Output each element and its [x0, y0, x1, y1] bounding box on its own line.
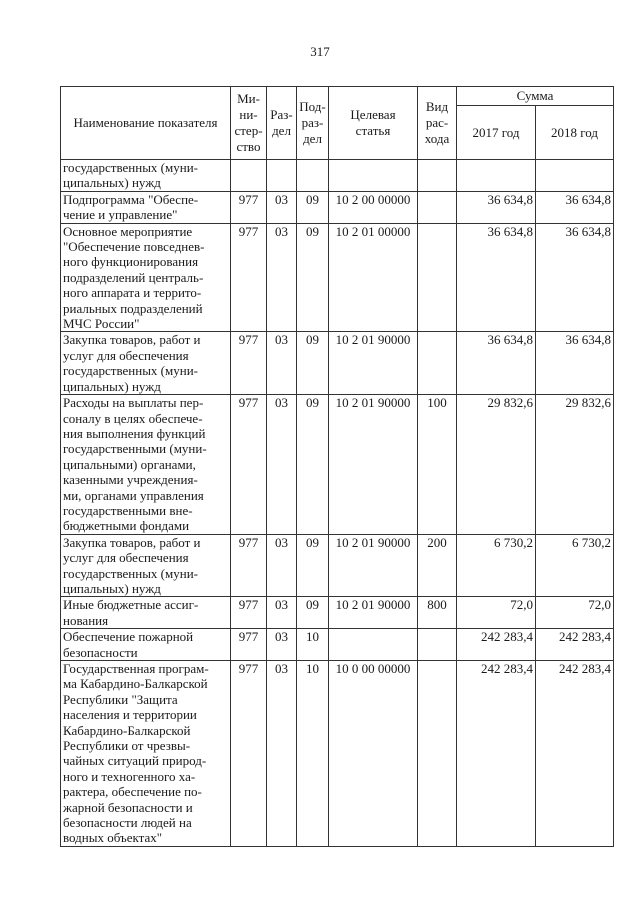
- row-sum-2017: 6 730,2: [457, 534, 536, 597]
- row-expense-type: [418, 661, 457, 847]
- row-ministry: 977: [231, 661, 267, 847]
- row-sum-2017: 36 634,8: [457, 191, 536, 223]
- table-row: [61, 395, 614, 535]
- row-target: 10 2 01 90000: [329, 332, 418, 395]
- table-row: [61, 534, 614, 597]
- row-sum-2017: [457, 160, 536, 192]
- row-name: Государственная програм- ма Кабардино-Балкарской Республики "Защита населения и территории Кабардино-Балкарской Республики от чрезвы- чайных ситуаций природ- ного и техногенного ха- рактера, обеспечение по- жарной безопасности и безопасности людей на водных объектах": [61, 661, 231, 847]
- row-ministry: 977: [231, 395, 267, 535]
- row-expense-type: [418, 160, 457, 192]
- row-name: Обеспечение пожарной безопасности: [61, 629, 231, 661]
- row-section: 03: [267, 223, 297, 332]
- row-expense-type: [418, 191, 457, 223]
- table-row: [61, 629, 614, 661]
- header-expense-type: Вид рас- хода: [418, 87, 457, 160]
- table-row: [61, 191, 614, 223]
- row-sum-2018: 242 283,4: [536, 629, 614, 661]
- row-section: 03: [267, 629, 297, 661]
- row-subsection: 09: [297, 597, 329, 629]
- row-target: 10 2 01 90000: [329, 534, 418, 597]
- row-sum-2018: 242 283,4: [536, 661, 614, 847]
- row-subsection: 09: [297, 534, 329, 597]
- header-year-2018: 2018 год: [536, 106, 614, 160]
- row-sum-2018: 6 730,2: [536, 534, 614, 597]
- row-name: Основное мероприятие "Обеспечение повседнев- ного функционирования подразделений централь- ного аппарата и террито- риальных подразделений МЧС России": [61, 223, 231, 332]
- row-sum-2018: 36 634,8: [536, 223, 614, 332]
- row-target: [329, 160, 418, 192]
- table-row: [61, 597, 614, 629]
- row-sum-2017: 72,0: [457, 597, 536, 629]
- row-sum-2018: 29 832,6: [536, 395, 614, 535]
- row-ministry: [231, 160, 267, 192]
- row-section: 03: [267, 191, 297, 223]
- row-subsection: 10: [297, 629, 329, 661]
- row-subsection: 09: [297, 191, 329, 223]
- row-section: 03: [267, 597, 297, 629]
- row-section: 03: [267, 661, 297, 847]
- row-ministry: 977: [231, 629, 267, 661]
- row-sum-2018: 36 634,8: [536, 332, 614, 395]
- row-target: 10 2 01 90000: [329, 395, 418, 535]
- header-name: Наименование показателя: [61, 87, 231, 160]
- header-section: Раз- дел: [267, 87, 297, 160]
- row-sum-2018: 36 634,8: [536, 191, 614, 223]
- row-expense-type: 200: [418, 534, 457, 597]
- row-name: Иные бюджетные ассиг- нования: [61, 597, 231, 629]
- row-target: 10 2 01 00000: [329, 223, 418, 332]
- row-name: Закупка товаров, работ и услуг для обеспечения государственных (муни- ципальных) нужд: [61, 332, 231, 395]
- row-section: 03: [267, 332, 297, 395]
- header-ministry: Ми- ни- стер- ство: [231, 87, 267, 160]
- row-ministry: 977: [231, 191, 267, 223]
- row-sum-2017: 242 283,4: [457, 629, 536, 661]
- header-year-2017: 2017 год: [457, 106, 536, 160]
- row-ministry: 977: [231, 597, 267, 629]
- row-subsection: [297, 160, 329, 192]
- page-number: 317: [310, 44, 330, 59]
- table-row: [61, 223, 614, 332]
- row-subsection: 09: [297, 395, 329, 535]
- table-row: [61, 160, 614, 192]
- row-section: 03: [267, 534, 297, 597]
- budget-table: [60, 86, 614, 847]
- row-section: [267, 160, 297, 192]
- header-sum: Сумма: [457, 87, 614, 106]
- row-name: государственных (муни- ципальных) нужд: [61, 160, 231, 192]
- row-subsection: 10: [297, 661, 329, 847]
- header-subsection: Под- раз- дел: [297, 87, 329, 160]
- row-sum-2018: [536, 160, 614, 192]
- table-header-row: [61, 87, 614, 106]
- row-expense-type: 800: [418, 597, 457, 629]
- row-name: Подпрограмма "Обеспе- чение и управление": [61, 191, 231, 223]
- row-sum-2017: 29 832,6: [457, 395, 536, 535]
- row-sum-2017: 36 634,8: [457, 332, 536, 395]
- row-expense-type: 100: [418, 395, 457, 535]
- row-name: Расходы на выплаты пер- соналу в целях обеспече- ния выполнения функций государственными (муни- ципальными) органами, казенными учреждения- ми, органами управления государственными вне- бюджетными фондами: [61, 395, 231, 535]
- table-row: [61, 661, 614, 847]
- row-sum-2017: 36 634,8: [457, 223, 536, 332]
- row-section: 03: [267, 395, 297, 535]
- row-name: Закупка товаров, работ и услуг для обеспечения государственных (муни- ципальных) нужд: [61, 534, 231, 597]
- row-subsection: 09: [297, 223, 329, 332]
- row-target: 10 2 00 00000: [329, 191, 418, 223]
- row-sum-2018: 72,0: [536, 597, 614, 629]
- row-ministry: 977: [231, 332, 267, 395]
- row-expense-type: [418, 223, 457, 332]
- row-expense-type: [418, 332, 457, 395]
- row-ministry: 977: [231, 223, 267, 332]
- row-sum-2017: 242 283,4: [457, 661, 536, 847]
- row-subsection: 09: [297, 332, 329, 395]
- row-target: [329, 629, 418, 661]
- header-target: Целевая статья: [329, 87, 418, 160]
- row-ministry: 977: [231, 534, 267, 597]
- table-row: [61, 332, 614, 395]
- row-target: 10 2 01 90000: [329, 597, 418, 629]
- row-expense-type: [418, 629, 457, 661]
- row-target: 10 0 00 00000: [329, 661, 418, 847]
